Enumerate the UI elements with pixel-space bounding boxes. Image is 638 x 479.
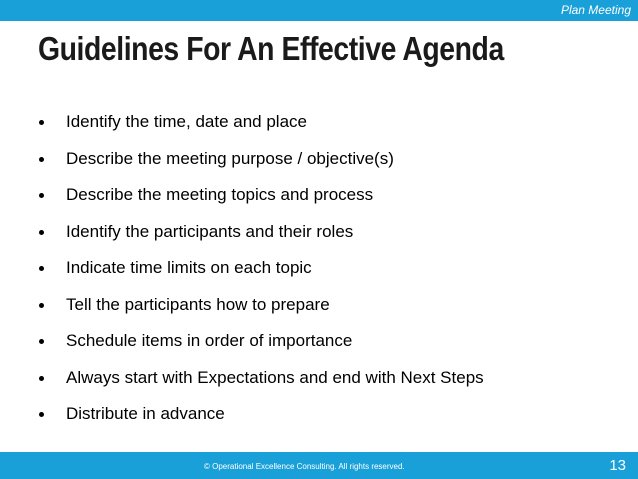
section-label: Plan Meeting xyxy=(560,3,631,17)
bullet-text: Identify the time, date and place xyxy=(66,112,307,131)
bullet-icon xyxy=(39,339,44,344)
bullet-item xyxy=(32,295,622,332)
bullet-list xyxy=(32,112,622,441)
bullet-icon xyxy=(39,230,44,235)
bullet-item xyxy=(32,185,622,222)
header-bar xyxy=(0,0,638,21)
bullet-icon xyxy=(39,376,44,381)
page-number: 13 xyxy=(609,457,626,474)
bullet-icon xyxy=(39,266,44,271)
bullet-icon xyxy=(39,157,44,162)
bullet-item xyxy=(32,258,622,295)
bullet-item xyxy=(32,331,622,368)
bullet-item xyxy=(32,112,622,149)
bullet-text: Always start with Expectations and end with Next Steps xyxy=(66,367,484,387)
bullet-icon xyxy=(39,412,44,417)
bullet-item xyxy=(32,222,622,259)
bullet-text: Distribute in advance xyxy=(66,404,225,423)
bullet-text: Tell the participants how to prepare xyxy=(66,294,330,314)
bullet-text: Describe the meeting topics and process xyxy=(66,185,374,204)
bullet-text: Describe the meeting purpose / objective(s) xyxy=(66,148,394,168)
bullet-icon xyxy=(39,303,44,308)
bullet-text: Identify the participants and their roles xyxy=(66,221,354,241)
bullet-icon xyxy=(39,120,44,125)
bullet-item xyxy=(32,368,622,405)
bullet-text: Indicate time limits on each topic xyxy=(66,258,312,277)
bullet-text: Schedule items in order of importance xyxy=(66,331,353,350)
slide-title: Guidelines For An Effective Agenda xyxy=(38,30,504,67)
bullet-icon xyxy=(39,193,44,198)
copyright-text: © Operational Excellence Consulting. All rights reserved. xyxy=(204,462,405,471)
bullet-item xyxy=(32,404,622,441)
bullet-item xyxy=(32,149,622,186)
